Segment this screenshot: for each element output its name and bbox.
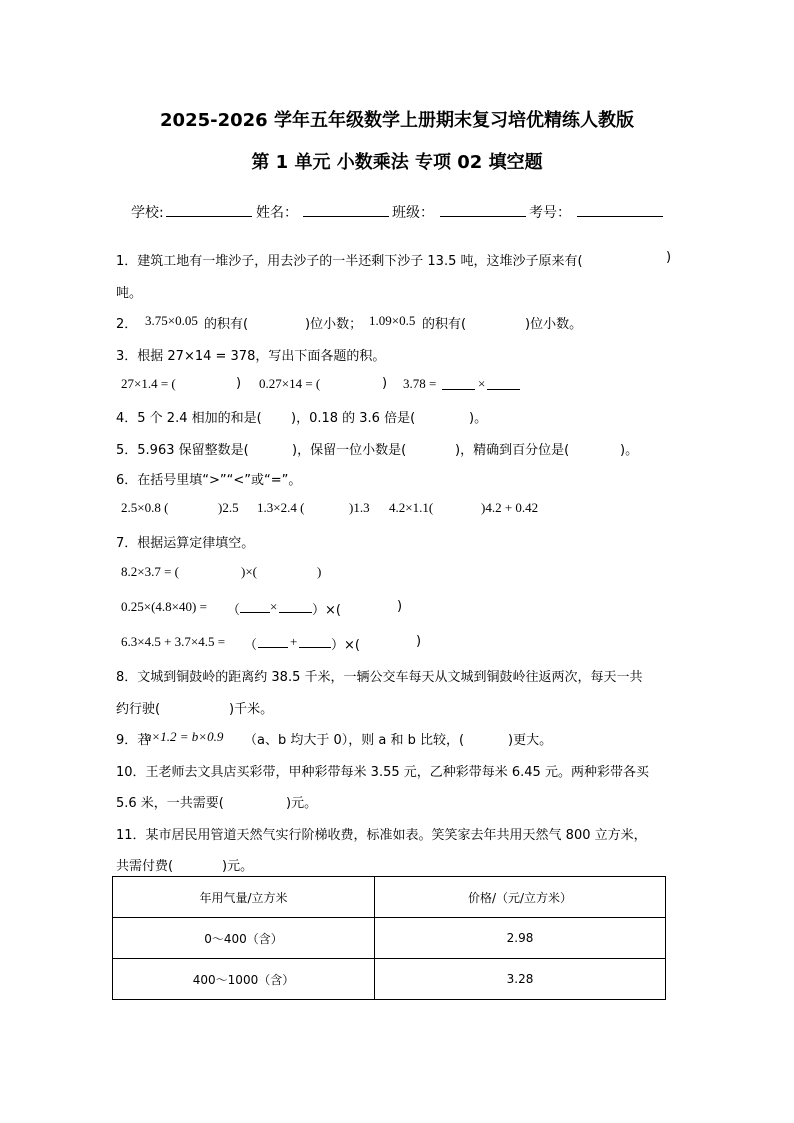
question-2-text1: 的积有( (204, 317, 249, 332)
number-label: 考号： (529, 205, 571, 221)
name-field[interactable] (303, 216, 389, 217)
question-7-expr2-close: ) (397, 599, 403, 614)
question-3-times: × (478, 376, 486, 391)
question-5-text3: )，精确到百分位是( (455, 443, 570, 458)
question-7-expr3-open: （ (244, 638, 258, 653)
question-7-blank-3[interactable] (258, 634, 288, 648)
question-8-line-1: 8．文城到铜鼓岭的距离约 38.5 千米，一辆公交车每天从文城到铜鼓岭往返两次，每天一共 (116, 670, 643, 685)
question-3-blank-1[interactable] (442, 376, 475, 390)
question-6-expr3-right: )4.2 + 0.42 (481, 500, 539, 515)
question-3-expr3: 3.78 = (403, 376, 437, 391)
question-1-close: ) (666, 250, 672, 265)
question-4-text2: )，0.18 的 3.6 倍是( (291, 411, 416, 426)
question-11-line-2a: 共需付费( (116, 859, 174, 874)
question-7-expr2-open: （ (227, 603, 241, 618)
question-11-line-1: 11．某市居民用管道天然气实行阶梯收费，标准如表。笑笑家去年共用天然气 800 立方米， (116, 828, 647, 843)
table-row (113, 918, 666, 959)
question-4-text3: )。 (469, 411, 488, 426)
school-label: 学校: (131, 205, 164, 221)
question-10-line-2a: 5.6 米，一共需要( (116, 796, 224, 811)
table-cell: 2.98 (375, 918, 666, 959)
question-3-text: 3．根据 27×14 = 378，写出下面各题的积。 (116, 349, 386, 364)
question-3-expr2: 0.27×14 = ( (259, 376, 321, 391)
question-2-expr2: 1.09×0.5 (369, 313, 416, 328)
question-6-text: 6．在括号里填“>”“<”或“=”。 (116, 473, 302, 488)
question-7-expr3-close: ) (416, 634, 422, 649)
question-7-expr1: 8.2×3.7 = ( (121, 564, 179, 579)
question-7-blank-1[interactable] (240, 599, 270, 613)
question-2-text3: 的积有( (422, 317, 467, 332)
question-2-expr1: 3.75×0.05 (145, 313, 198, 328)
question-9-text3: )更大。 (508, 733, 553, 748)
question-3-expr1: 27×1.4 = ( (121, 376, 176, 391)
question-9-expr: a×1.2 = b×0.9 (145, 729, 224, 744)
question-5-text1: 5．5.963 保留整数是( (116, 443, 249, 458)
question-7-expr3-plus: + (290, 634, 298, 649)
question-8-line-2a: 约行驶( (116, 702, 161, 717)
question-9-text2: （a、b 均大于 0），则 a 和 b 比较，( (244, 733, 465, 748)
question-7-expr1-close: ) (317, 564, 322, 579)
table-cell: 0～400（含） (113, 918, 375, 959)
table-row (113, 959, 666, 1000)
question-9-text1: 9．若 (116, 733, 151, 748)
document-title: 2025-2026 学年五年级数学上册期末复习培优精练人教版 (160, 110, 634, 131)
table-cell: 3.28 (375, 959, 666, 1000)
question-7-expr1-mid: )×( (241, 564, 257, 579)
table-cell: 400～1000（含） (113, 959, 375, 1000)
question-8-line-2b: )千米。 (229, 702, 274, 717)
question-6-expr1: 2.5×0.8 ( (121, 500, 169, 515)
question-2-text2: )位小数； (305, 317, 363, 332)
question-7-blank-4[interactable] (299, 634, 331, 648)
question-5-text2: )，保留一位小数是( (292, 443, 407, 458)
question-7-expr2-times: × (270, 599, 278, 614)
question-4-text1: 4．5 个 2.4 相加的和是( (116, 411, 262, 426)
question-5-text4: )。 (620, 443, 639, 458)
question-6-expr2: 1.3×2.4 ( (257, 500, 305, 515)
question-7-expr3-mid: ）×( (331, 638, 360, 653)
question-1-continued: 吨。 (116, 286, 143, 301)
question-2-number: 2． (116, 317, 138, 332)
question-2-text4: )位小数。 (525, 317, 583, 332)
question-6-expr3: 4.2×1.1( (389, 500, 434, 515)
class-label: 班级： (392, 205, 434, 221)
question-6-expr1-right: )2.5 (218, 500, 239, 515)
question-6-expr2-right: )1.3 (349, 500, 370, 515)
question-7-blank-2[interactable] (279, 599, 312, 613)
question-10-line-1: 10．王老师去文具店买彩带，甲种彩带每米 3.55 元，乙种彩带每米 6.45 元。两种彩带各买 (116, 765, 649, 780)
question-10-line-2b: )元。 (286, 796, 318, 811)
class-field[interactable] (440, 216, 526, 217)
question-3-blank-2[interactable] (487, 376, 520, 390)
question-3-expr2-close: ) (382, 376, 388, 391)
question-7-expr2-mid: ）×( (312, 603, 341, 618)
table-header-row (113, 877, 666, 918)
question-7-expr2: 0.25×(4.8×40) = (121, 599, 207, 614)
document-subtitle: 第 1 单元 小数乘法 专项 02 填空题 (251, 152, 543, 173)
question-3-expr1-close: ) (236, 376, 242, 391)
question-1-text: 1．建筑工地有一堆沙子，用去沙子的一半还剩下沙子 13.5 吨，这堆沙子原来有( (116, 254, 583, 269)
number-field[interactable] (577, 216, 663, 217)
question-7-text: 7．根据运算定律填空。 (116, 536, 255, 551)
table-header-cell: 价格/（元/立方米） (375, 877, 666, 918)
question-7-expr3: 6.3×4.5 + 3.7×4.5 = (121, 634, 226, 649)
question-11-line-2b: )元。 (222, 859, 254, 874)
school-field[interactable] (166, 216, 252, 217)
table-header-cell: 年用气量/立方米 (113, 877, 375, 918)
name-label: 姓名： (256, 205, 298, 221)
gas-price-table (112, 876, 666, 1000)
